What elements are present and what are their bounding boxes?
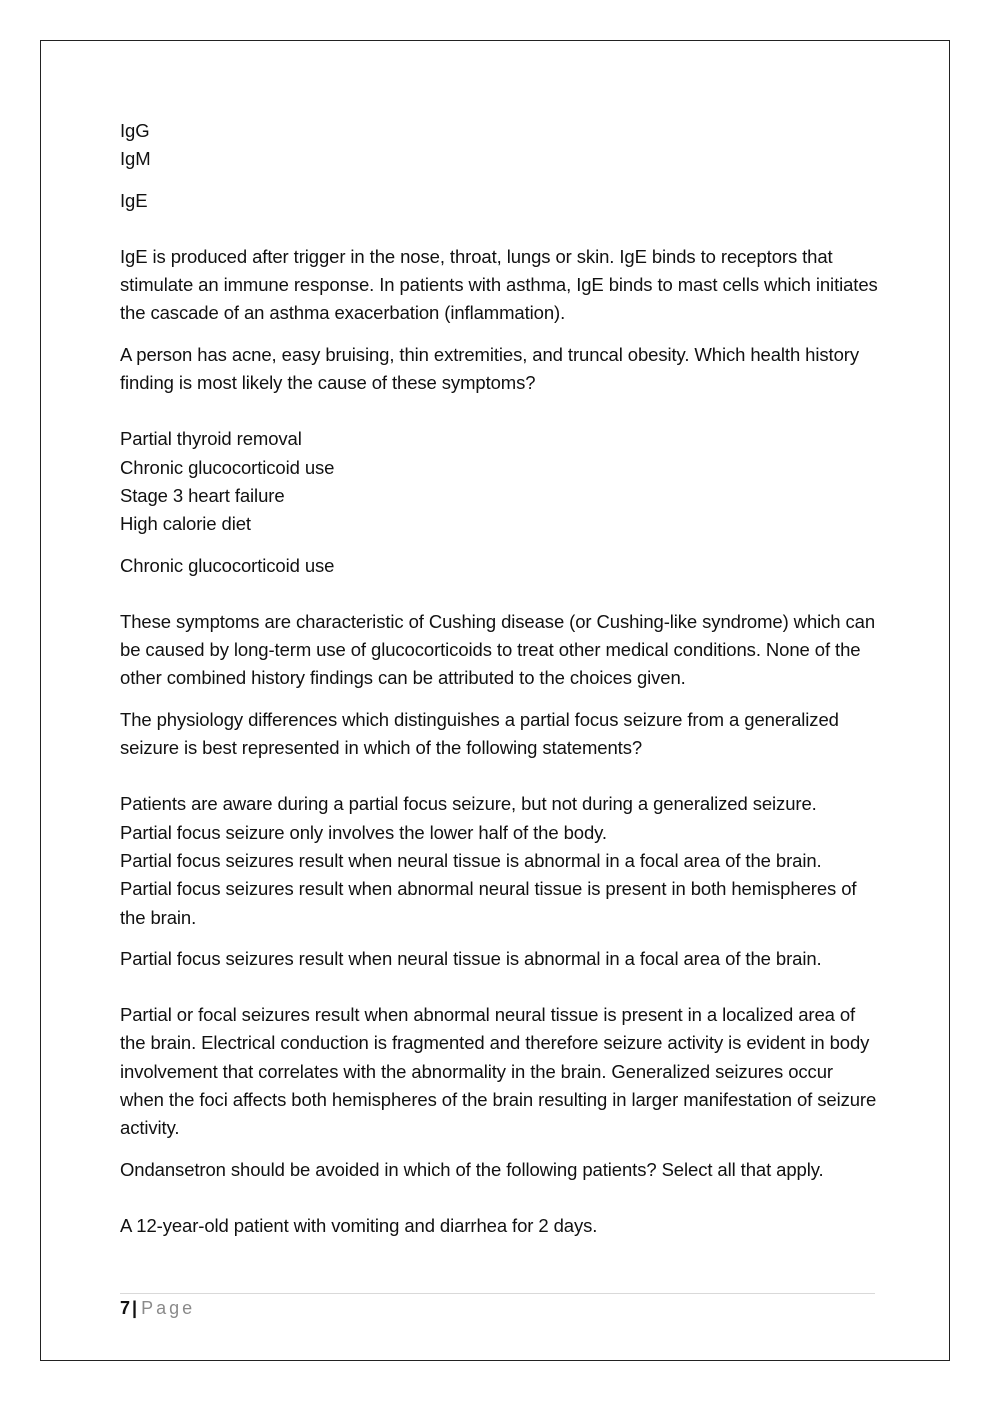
option-text: Stage 3 heart failure — [120, 484, 285, 506]
option-text: Patients are aware during a partial focus seizure, but not during a generalized seizure. — [120, 793, 817, 815]
option-text: Partial focus seizures result when neural tissue is abnormal in a focal area of the brain. — [120, 849, 822, 871]
answer-text: Chronic glucocorticoid use — [120, 554, 335, 576]
question-text: Ondansetron should be avoided in which of the following patients? Select all that apply. — [120, 1158, 824, 1180]
question-text: A person has acne, easy bruising, thin extremities, and truncal obesity. Which health history finding is most likely the cause of these symptoms? — [120, 343, 859, 394]
footer-separator: | — [132, 1298, 138, 1318]
option-text: IgM — [120, 148, 151, 170]
rationale-text: Partial or focal seizures result when abnormal neural tissue is present in a localized area of the brain. Electrical conduction is fragmented and therefore seizure activity is evident in body involvement that correlates with the abnormality in the brain. Generalized seizures occur when the foci affects both hemispheres of the brain resulting in larger manifestation of seizure activity. — [120, 1004, 877, 1139]
footer-divider — [120, 1293, 875, 1294]
question-text: The physiology differences which distinguishes a partial focus seizure from a generalized seizure is best represented in which of the following statements? — [120, 708, 839, 759]
option-text: Partial thyroid removal — [120, 428, 302, 450]
answer-text: Partial focus seizures result when neural tissue is abnormal in a focal area of the brain. — [120, 947, 822, 969]
option-text: Partial focus seizures result when abnormal neural tissue is present in both hemispheres of the brain. — [120, 878, 857, 928]
rationale-text: IgE is produced after trigger in the nose, throat, lungs or skin. IgE binds to receptors that stimulate an immune response. In patients with asthma, IgE binds to mast cells which initiates the cascade of an asthma exacerbation (inflammation). — [120, 245, 878, 324]
answer-text: IgE — [120, 189, 148, 211]
option-text: A 12-year-old patient with vomiting and diarrhea for 2 days. — [120, 1214, 598, 1236]
page-footer — [120, 1295, 195, 1321]
document-body — [120, 117, 880, 1240]
option-text: Partial focus seizure only involves the lower half of the body. — [120, 821, 607, 843]
option-text: IgG — [120, 120, 150, 141]
page-number: 7 — [120, 1298, 131, 1318]
rationale-text: These symptoms are characteristic of Cushing disease (or Cushing-like syndrome) which can be caused by long-term use of glucocorticoids to treat other medical conditions. None of the other combined history findings can be attributed to the choices given. — [120, 610, 876, 689]
option-text: Chronic glucocorticoid use — [120, 456, 335, 478]
option-text: High calorie diet — [120, 513, 251, 535]
page-label: Page — [141, 1298, 196, 1318]
